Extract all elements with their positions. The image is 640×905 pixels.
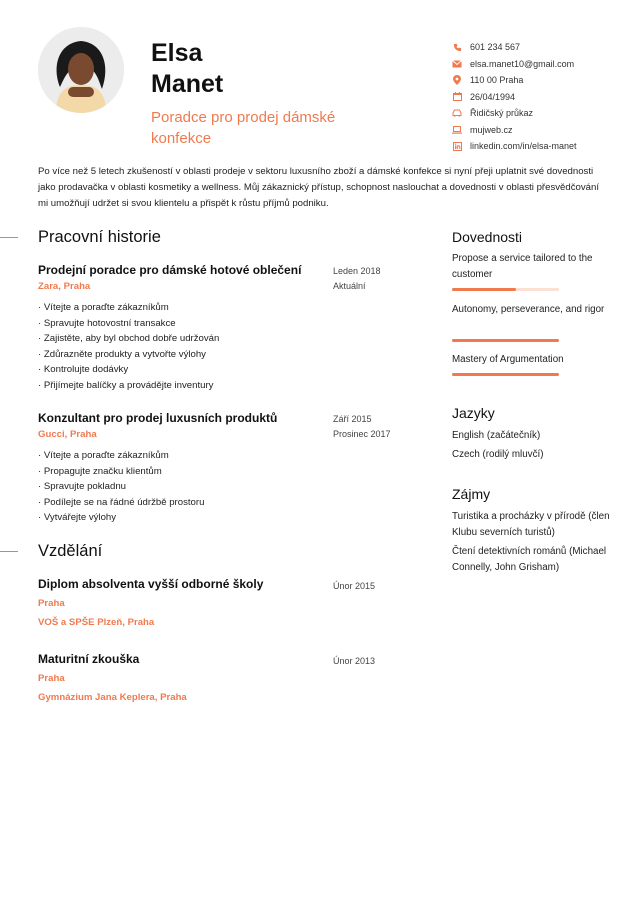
list-item: · Zajistěte, aby byl obchod dobře udržován bbox=[38, 331, 438, 347]
contact-text: 26/04/1994 bbox=[470, 91, 516, 102]
skills-heading: Dovednosti bbox=[452, 229, 523, 245]
contact-list bbox=[452, 39, 632, 155]
contact-birthdate bbox=[452, 89, 632, 106]
list-item: · Propagujte značku klientům bbox=[38, 464, 438, 480]
section-divider bbox=[0, 237, 18, 238]
skill-level-bar bbox=[452, 288, 559, 291]
degree-title: Diplom absolventa vyšší odborné školy bbox=[38, 577, 264, 591]
job-duties bbox=[38, 300, 438, 393]
role-line: Poradce pro prodej dámské bbox=[151, 109, 336, 126]
list-item: · Vítejte a poraďte zákazníkům bbox=[38, 300, 438, 316]
contact-text: 601 234 567 bbox=[470, 42, 521, 53]
job-title: Konzultant pro prodej luxusních produktů bbox=[38, 411, 278, 425]
job-company: Gucci, Praha bbox=[38, 429, 97, 440]
contact-linkedin[interactable] bbox=[452, 138, 632, 155]
date-end: Prosinec 2017 bbox=[333, 429, 391, 439]
list-item: · Kontrolujte dodávky bbox=[38, 362, 438, 378]
job-dates bbox=[333, 412, 391, 442]
linkedin-icon bbox=[452, 141, 462, 151]
education-entry bbox=[38, 651, 438, 704]
location-icon bbox=[452, 75, 462, 85]
contact-phone bbox=[452, 39, 632, 56]
date-start: Září 2015 bbox=[333, 414, 372, 424]
skill-level-bar bbox=[452, 373, 559, 376]
skill-name: Autonomy, perseverance, and rigor bbox=[452, 304, 605, 315]
languages-heading: Jazyky bbox=[452, 405, 495, 421]
education-date: Únor 2013 bbox=[333, 656, 376, 666]
job-entry bbox=[38, 262, 438, 393]
list-item: · Spravujte hotovostní transakce bbox=[38, 316, 438, 332]
school-name: Gymnázium Jana Keplera, Praha bbox=[38, 692, 187, 703]
contact-website[interactable] bbox=[452, 122, 632, 139]
interest-item: Čtení detektivních románů (Michael Connelly, John Grisham) bbox=[452, 546, 607, 573]
school-city: Praha bbox=[38, 673, 65, 684]
section-divider bbox=[0, 551, 18, 552]
job-role bbox=[151, 107, 391, 149]
job-entry bbox=[38, 410, 438, 526]
skill-level-fill bbox=[452, 339, 559, 342]
list-item: · Zdůrazněte produkty a vytvořte výlohy bbox=[38, 347, 438, 363]
contact-text: mujweb.cz bbox=[470, 124, 513, 135]
skill-name: Propose a service tailored to the customer bbox=[452, 253, 593, 280]
list-item: · Podílejte se na řádné údržbě prostoru bbox=[38, 495, 438, 511]
skill-level-bar bbox=[452, 339, 559, 342]
job-dates bbox=[333, 264, 381, 294]
list-item: · Vytvářejte výlohy bbox=[38, 510, 438, 526]
education-entry bbox=[38, 576, 438, 629]
list-item: · Přijímejte balíčky a provádějte inventury bbox=[38, 378, 438, 394]
interests-heading: Zájmy bbox=[452, 486, 491, 502]
phone-icon bbox=[452, 42, 462, 52]
interest-item: Turistika a procházky v přírodě (člen Klubu severních turistů) bbox=[452, 511, 610, 538]
contact-text: elsa.manet10@gmail.com bbox=[470, 58, 575, 69]
language-item: English (začátečník) bbox=[452, 430, 541, 441]
school-name: VOŠ a SPŠE Plzeň, Praha bbox=[38, 617, 155, 628]
skill-level-fill bbox=[452, 373, 559, 376]
profile-summary: Po více než 5 letech zkušeností v oblasti prodeje v sektoru luxusního zboží a dámské konfekce si nyní přeji uplatnit své dovednosti jako prodavačka v oblasti kosmetiky a wellness. Můj zákaznický přístup, schopnost naslouchat a dovednosti v oblasti přesvědčování mi umožňují udržet si svou klientelu a přispět k růstu příjmů podniku. bbox=[38, 166, 599, 209]
contact-license bbox=[452, 105, 632, 122]
mail-icon bbox=[452, 59, 462, 69]
car-icon bbox=[452, 108, 462, 118]
education-date: Únor 2015 bbox=[333, 581, 376, 591]
degree-title: Maturitní zkouška bbox=[38, 652, 140, 666]
contact-text: 110 00 Praha bbox=[470, 75, 524, 86]
school-city: Praha bbox=[38, 598, 65, 609]
date-end: Aktuální bbox=[333, 281, 366, 291]
profile-photo bbox=[38, 27, 124, 113]
contact-address bbox=[452, 72, 632, 89]
role-line: konfekce bbox=[151, 130, 212, 147]
education-heading: Vzdělání bbox=[38, 542, 103, 560]
job-title: Prodejní poradce pro dámské hotové oblečení bbox=[38, 263, 302, 277]
last-name: Manet bbox=[151, 70, 224, 98]
calendar-icon bbox=[452, 92, 462, 102]
list-item: · Vítejte a poraďte zákazníkům bbox=[38, 448, 438, 464]
job-company: Zara, Praha bbox=[38, 281, 91, 292]
contact-email[interactable] bbox=[452, 56, 632, 73]
date-start: Leden 2018 bbox=[333, 266, 381, 276]
contact-text: Řidičský průkaz bbox=[470, 108, 534, 119]
contact-text: linkedin.com/in/elsa-manet bbox=[470, 141, 577, 152]
work-history-heading: Pracovní historie bbox=[38, 228, 161, 246]
candidate-name bbox=[151, 38, 223, 100]
language-item: Czech (rodilý mluvčí) bbox=[452, 449, 544, 460]
first-name: Elsa bbox=[151, 39, 203, 67]
laptop-icon bbox=[452, 125, 462, 135]
job-duties bbox=[38, 448, 438, 526]
skill-level-fill bbox=[452, 288, 516, 291]
list-item: · Spravujte pokladnu bbox=[38, 479, 438, 495]
skill-name: Mastery of Argumentation bbox=[452, 354, 564, 365]
